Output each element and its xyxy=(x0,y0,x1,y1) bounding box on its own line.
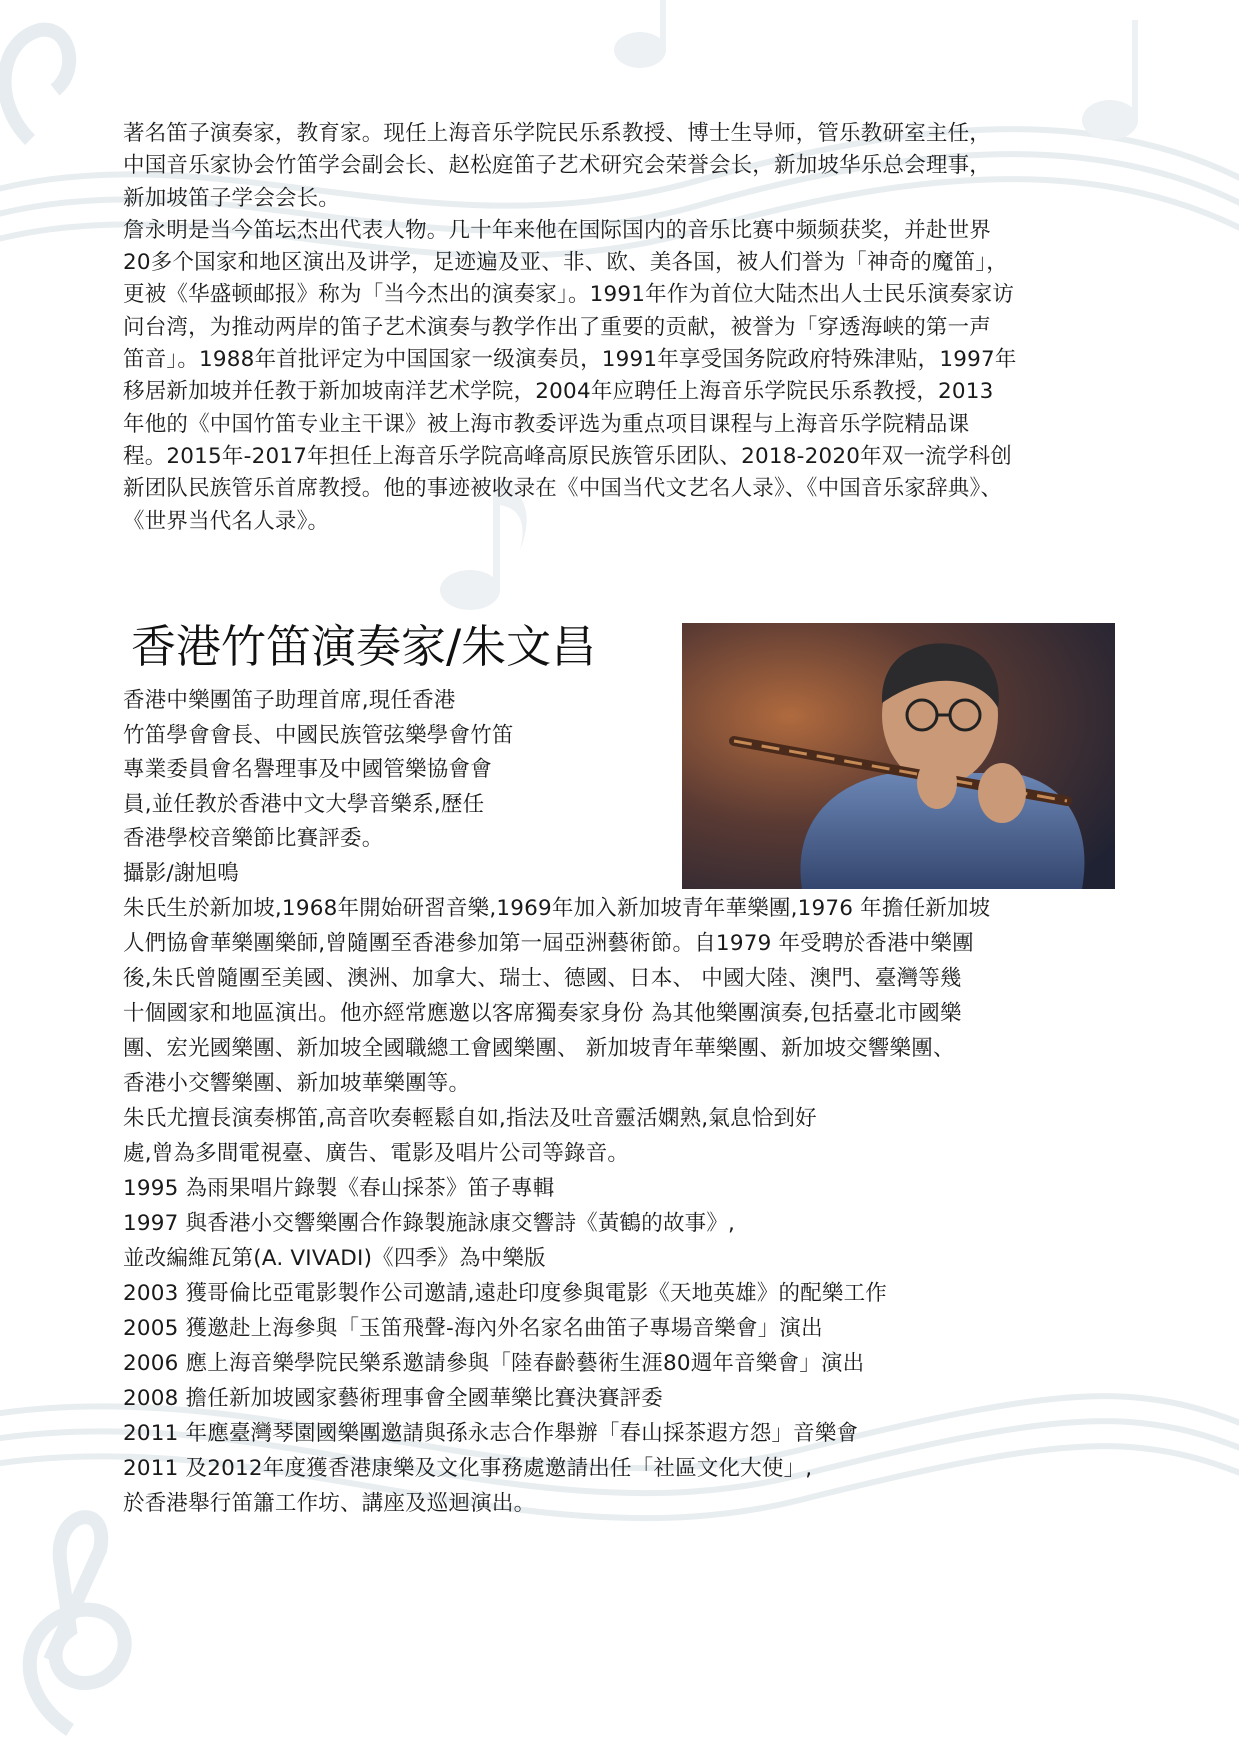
text-line: 員,並任教於香港中文大學音樂系,歷任 xyxy=(123,791,485,817)
milestone-line: 2005 獲邀赴上海參與「玉笛飛聲-海內外名家名曲笛子專場音樂會」演出 xyxy=(123,1316,823,1341)
text-line: 十個國家和地區演出。他亦經常應邀以客席獨奏家身份 為其他樂團演奏,包括臺北市國樂 xyxy=(123,1001,962,1026)
text-line: 更被《华盛顿邮报》称为「当今杰出的演奏家」。1991年作为首位大陆杰出人士民乐演奏家访 xyxy=(123,282,1015,308)
biography-details xyxy=(123,891,1123,1521)
performer-photo xyxy=(682,623,1115,889)
text-line: 後,朱氏曾隨團至美國、澳洲、加拿大、瑞士、德國、日本、 中國大陸、澳門、臺灣等幾 xyxy=(123,966,962,991)
text-line: 年他的《中国竹笛专业主干课》被上海市教委评选为重点项目课程与上海音乐学院精品课 xyxy=(123,411,970,437)
text-line: 人們協會華樂團樂師,曾隨團至香港參加第一屆亞洲藝術節。自1979 年受聘於香港中樂團 xyxy=(123,931,974,956)
text-line: 朱氏生於新加坡,1968年開始研習音樂,1969年加入新加坡青年華樂團,1976 年擔任新加坡 xyxy=(123,896,991,921)
milestone-line: 並改編維瓦第(A. VIVADI)《四季》為中樂版 xyxy=(123,1246,546,1271)
section-title: 香港竹笛演奏家/朱文昌 xyxy=(131,620,597,673)
text-line: 《世界当代名人录》。 xyxy=(123,508,330,534)
top-biography-block xyxy=(123,118,1088,538)
milestone-line: 1995 為雨果唱片錄製《春山採茶》笛子專輯 xyxy=(123,1176,555,1201)
intro-paragraph xyxy=(123,684,683,891)
photo-credit: 攝影/謝旭鳴 xyxy=(123,860,239,886)
text-line: 新团队民族管乐首席教授。他的事迹被收录在《中国当代文艺名人录》、《中国音乐家辞典》、 xyxy=(123,476,1003,502)
milestone-line: 2008 擔任新加坡國家藝術理事會全國華樂比賽決賽評委 xyxy=(123,1386,663,1411)
milestone-line: 2003 獲哥倫比亞電影製作公司邀請,遠赴印度參與電影《天地英雄》的配樂工作 xyxy=(123,1281,887,1306)
milestone-line: 於香港舉行笛簫工作坊、講座及巡迴演出。 xyxy=(123,1491,536,1516)
milestone-line: 2011 及2012年度獲香港康樂及文化事務處邀請出任「社區文化大使」, xyxy=(123,1456,813,1481)
milestone-line: 2006 應上海音樂學院民樂系邀請參與「陸春齡藝術生涯80週年音樂會」演出 xyxy=(123,1351,865,1376)
text-line: 團、宏光國樂團、新加坡全國職總工會國樂團、 新加坡青年華樂團、新加坡交響樂團、 xyxy=(123,1036,955,1061)
text-line: 著名笛子演奏家，教育家。现任上海音乐学院民乐系教授、博士生导师，管乐教研室主任， xyxy=(123,121,992,146)
text-line: 詹永明是当今笛坛杰出代表人物。几十年来他在国际国内的音乐比赛中频频获奖，并赴世界 xyxy=(123,217,992,243)
text-line: 中国音乐家协会竹笛学会副会长、赵松庭笛子艺术研究会荣誉会长，新加坡华乐总会理事， xyxy=(123,153,992,179)
text-line: 20多个国家和地区演出及讲学，足迹遍及亚、非、欧、美各国，被人们誉为「神奇的魔笛」， xyxy=(123,250,1009,276)
text-line: 移居新加坡并任教于新加坡南洋艺术学院，2004年应聘任上海音乐学院民乐系教授，2013 xyxy=(123,379,994,405)
text-line: 新加坡笛子学会会长。 xyxy=(123,185,341,211)
text-line: 竹笛學會會長、中國民族管弦樂學會竹笛 xyxy=(123,722,514,748)
text-line: 香港學校音樂節比賽評委。 xyxy=(123,826,384,851)
text-line: 笛音」。1988年首批评定为中国国家一级演奏员，1991年享受国务院政府特殊津贴，1997年 xyxy=(123,347,1017,373)
text-line: 專業委員會名譽理事及中國管樂協會會 xyxy=(123,757,492,782)
text-line: 香港小交響樂團、新加坡華樂團等。 xyxy=(123,1071,471,1096)
text-line: 香港中樂團笛子助理首席,現任香港 xyxy=(123,688,456,713)
milestone-line: 2011 年應臺灣琴園國樂團邀請與孫永志合作舉辦「春山採茶遐方怨」音樂會 xyxy=(123,1421,859,1446)
text-line: 朱氏尤擅長演奏梆笛,高音吹奏輕鬆自如,指法及吐音靈活嫻熟,氣息恰到好 xyxy=(123,1106,817,1131)
milestone-line: 1997 與香港小交響樂團合作錄製施詠康交響詩《黃鶴的故事》, xyxy=(123,1211,736,1236)
text-line: 程。2015年-2017年担任上海音乐学院高峰高原民族管乐团队、2018-2020年双一流学科创 xyxy=(123,443,1012,469)
text-line: 问台湾，为推动两岸的笛子艺术演奏与教学作出了重要的贡献，被誉为「穿透海峡的第一声 xyxy=(123,314,992,340)
text-line: 處,曾為多間電視臺、廣告、電影及唱片公司等錄音。 xyxy=(123,1141,630,1166)
